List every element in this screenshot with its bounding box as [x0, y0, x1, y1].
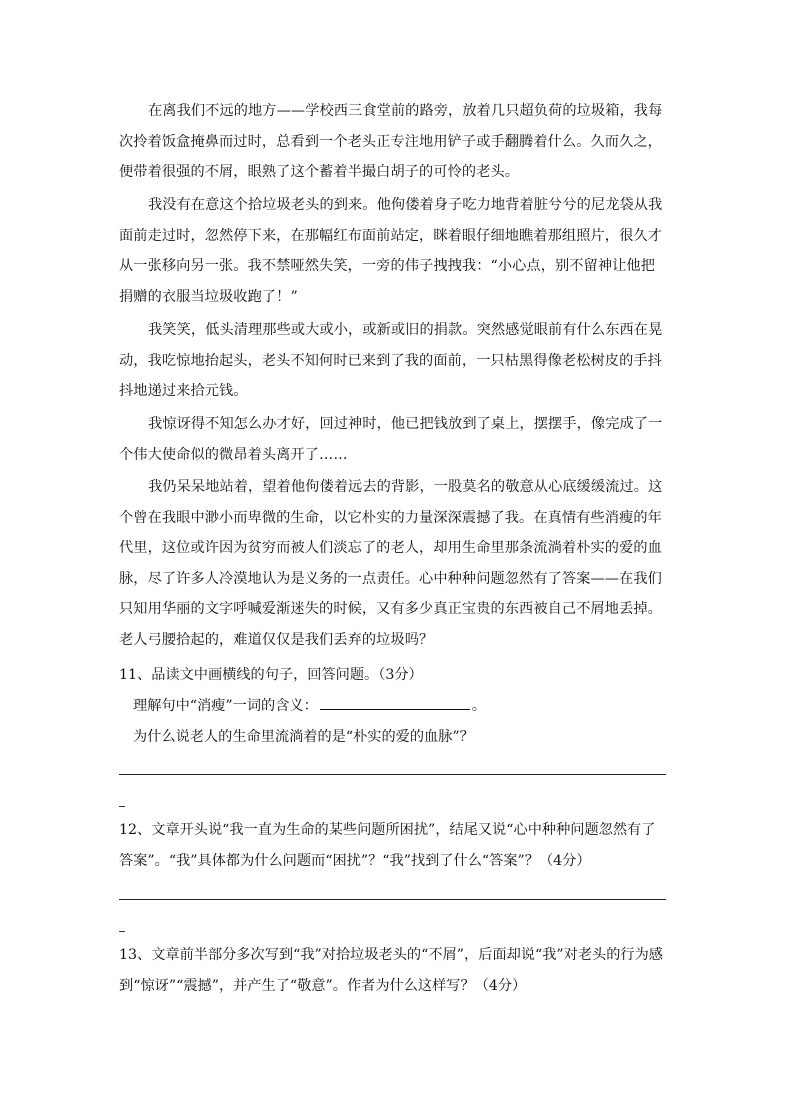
- passage-paragraph-4: 我惊讶得不知怎么办才好，回过神时，他已把钱放到了桌上，摆摆手，像完成了一个伟大使命似的微昂着头离开了……: [119, 416, 663, 463]
- question-13: 13、文章前半部分多次写到“我”对拾垃圾老头的“不屑”，后面却说“我”对老头的行为感到“惊讶”“震撼”，并产生了“敬意”。作者为什么这样写？（4分）: [119, 947, 663, 994]
- answer-line-12[interactable]: [119, 899, 666, 900]
- answer-line-end-mark: [119, 931, 125, 932]
- passage-paragraph-3: 我笑笑，低头清理那些或大或小，或新或旧的捐款。突然感觉眼前有什么东西在晃动，我吃惊地抬起头，老头不知何时已来到了我的面前，一只枯黑得像老松树皮的手抖抖地递过来拾元钱。: [119, 322, 663, 399]
- answer-blank[interactable]: [320, 695, 470, 710]
- question-11-part-1: [133, 691, 681, 722]
- answer-line-11[interactable]: [119, 774, 666, 775]
- question-11-part-2: 为什么说老人的生命里流淌着的是“朴实的爱的血脉”？: [133, 729, 474, 745]
- passage-paragraph-2: 我没有在意这个拾垃圾老头的到来。他佝偻着身子吃力地背着脏兮兮的尼龙袋从我面前走过时，忽然停下来，在那幅红布面前站定，眯着眼仔细地瞧着那组照片，很久才从一张移向另一张。我不禁哑然失笑，一旁的伟子拽拽我：“小心点，别不留神让他把捐赠的衣服当垃圾收跑了！”: [119, 197, 663, 305]
- question-11: 11、品读文中画横线的句子，回答问题。（3分）: [119, 667, 423, 683]
- question-12: 12、文章开头说“我一直为生命的某些问题所困扰”，结尾又说“心中种种问题忽然有了答案”。“我”具体都为什么问题而“困扰”？“我”找到了什么“答案”？（4分）: [119, 822, 656, 869]
- question-11-part-1-end: 。: [471, 698, 486, 714]
- passage-paragraph-5: 我仍呆呆地站着，望着他佝偻着远去的背影，一股莫名的敬意从心底缓缓流过。这个曾在我眼中渺小而卑微的生命，以它朴实的力量深深震撼了我。在真情有些消瘦的年代里，这位或许因为贫穷而被人们淡忘了的老人，却用生命里那条流淌着朴实的爱的血脉，尽了许多人冷漠地认为是义务的一点责任。心中种种问题忽然有了答案——在我们只知用华丽的文字呼喊爱渐迷失的时候，又有多少真正宝贵的东西被自己不屑地丢掉。老人弓腰拾起的，难道仅仅是我们丢弃的垃圾吗？: [119, 479, 663, 648]
- passage-paragraph-1: 在离我们不远的地方——学校西三食堂前的路旁，放着几只超负荷的垃圾箱，我每次拎着饭盒掩鼻而过时，总看到一个老头正专注地用铲子或手翻腾着什么。久而久之，便带着很强的不屑，眼熟了这个蓄着半撮白胡子的可怜的老头。: [119, 103, 663, 180]
- answer-line-end-mark: [119, 806, 125, 807]
- question-11-part-1-prompt: 理解句中“消瘦”一词的含义：: [133, 698, 318, 714]
